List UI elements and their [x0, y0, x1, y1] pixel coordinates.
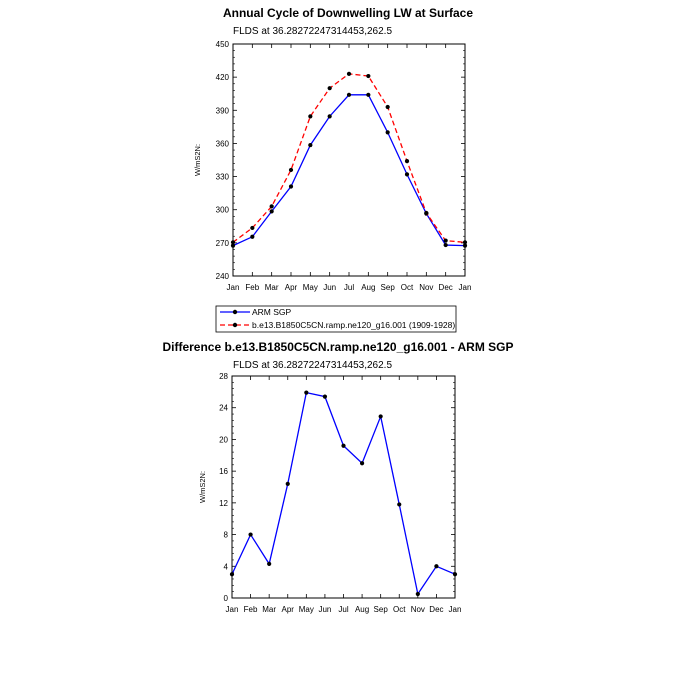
x-tick-label: May [302, 283, 318, 292]
x-tick-label: Aug [354, 605, 370, 614]
data-point [289, 168, 293, 172]
series-line [232, 393, 455, 594]
chart-subtitle: FLDS at 36.28272247314453,262.5 [233, 360, 393, 371]
data-point [328, 86, 332, 90]
data-point [360, 461, 364, 465]
series-group [231, 72, 467, 248]
data-point [270, 209, 274, 213]
series-group [230, 391, 457, 597]
legend-label-arm: ARM SGP [252, 307, 292, 317]
data-point [379, 414, 383, 418]
chart-annual-cycle [193, 6, 473, 292]
data-point [386, 105, 390, 109]
data-point [328, 114, 332, 118]
data-point [347, 72, 351, 76]
x-tick-label: Oct [393, 605, 406, 614]
data-point [304, 391, 308, 395]
data-point [416, 592, 420, 596]
data-point [270, 204, 274, 208]
legend-marker-model [233, 323, 237, 327]
y-tick-label: 24 [219, 403, 228, 413]
x-tick-label: Aug [361, 283, 376, 292]
x-tick-label: Feb [245, 283, 260, 292]
y-tick-label: 12 [219, 498, 228, 508]
data-point [366, 93, 370, 97]
data-point [405, 159, 409, 163]
y-tick-label: 420 [215, 73, 229, 83]
x-tick-label: Feb [243, 605, 258, 614]
x-tick-label: Nov [410, 605, 425, 614]
legend-label-model: b.e13.B1850C5CN.ramp.ne120_g16.001 (1909-1928) [252, 320, 456, 330]
y-tick-label: 8 [223, 530, 228, 540]
tick-marks [232, 376, 455, 598]
y-tick-label: 28 [219, 372, 228, 381]
y-tick-label: 4 [223, 562, 228, 572]
x-tick-labels [226, 605, 462, 614]
chart-subtitle: FLDS at 36.28272247314453,262.5 [233, 26, 393, 37]
legend [216, 306, 456, 332]
data-point [405, 172, 409, 176]
data-point [444, 239, 448, 243]
y-tick-label: 0 [223, 594, 228, 603]
y-tick-label: 360 [215, 139, 229, 149]
data-point [434, 564, 438, 568]
x-tick-label: Apr [284, 283, 298, 292]
x-tick-label: Dec [438, 283, 453, 292]
plot-frame [233, 44, 465, 276]
data-point [289, 184, 293, 188]
x-tick-label: Jan [226, 283, 240, 292]
x-tick-label: Apr [281, 605, 294, 614]
x-tick-label: Dec [429, 605, 444, 614]
x-tick-label: Jul [343, 283, 355, 292]
y-axis-label: W/mS2N: [198, 470, 207, 504]
data-point [248, 532, 252, 536]
data-point [453, 572, 457, 576]
y-tick-label: 20 [219, 435, 228, 445]
y-tick-label: 270 [215, 238, 229, 248]
chart-title: Difference b.e13.B1850C5CN.ramp.ne120_g16.001 - ARM SGP [162, 340, 514, 354]
data-point [397, 502, 401, 506]
series-line [233, 95, 465, 246]
data-point [250, 226, 254, 230]
x-tick-label: Oct [400, 283, 414, 292]
plot-frame [232, 376, 455, 598]
data-point [347, 93, 351, 97]
data-point [424, 211, 428, 215]
y-tick-label: 390 [215, 106, 229, 116]
data-point [386, 130, 390, 134]
x-tick-label: Sep [373, 605, 388, 614]
y-tick-label: 450 [215, 40, 229, 49]
data-point [444, 243, 448, 247]
data-point [286, 482, 290, 486]
x-tick-label: Mar [264, 283, 279, 292]
x-tick-label: May [298, 605, 314, 614]
x-tick-label: Jun [323, 283, 337, 292]
data-point [463, 240, 467, 244]
x-tick-label: Jun [318, 605, 332, 614]
data-point [231, 240, 235, 244]
x-tick-labels [227, 283, 472, 292]
data-point [230, 572, 234, 576]
chart-title: Annual Cycle of Downwelling LW at Surface [222, 6, 474, 20]
data-point [366, 74, 370, 78]
data-point [323, 395, 327, 399]
data-point [250, 235, 254, 239]
data-point [308, 114, 312, 118]
legend-marker-arm [233, 310, 237, 314]
x-tick-label: Nov [419, 283, 434, 292]
data-point [267, 562, 271, 566]
data-point [341, 444, 345, 448]
x-tick-label: Mar [262, 605, 277, 614]
y-tick-label: 16 [219, 467, 228, 477]
x-tick-label: Jul [338, 605, 349, 614]
data-point [308, 143, 312, 147]
y-axis-label: W/mS2N: [193, 143, 202, 177]
x-tick-label: Sep [380, 283, 395, 292]
chart-difference [162, 340, 513, 614]
y-tick-label: 330 [215, 172, 229, 182]
y-tick-label: 240 [215, 272, 229, 281]
y-tick-label: 300 [215, 205, 229, 215]
tick-marks [233, 44, 465, 276]
y-tick-labels [216, 40, 230, 281]
x-tick-label: Jan [225, 605, 239, 614]
x-tick-label: Jan [458, 283, 472, 292]
y-tick-labels [219, 372, 228, 603]
x-tick-label: Jan [448, 605, 462, 614]
